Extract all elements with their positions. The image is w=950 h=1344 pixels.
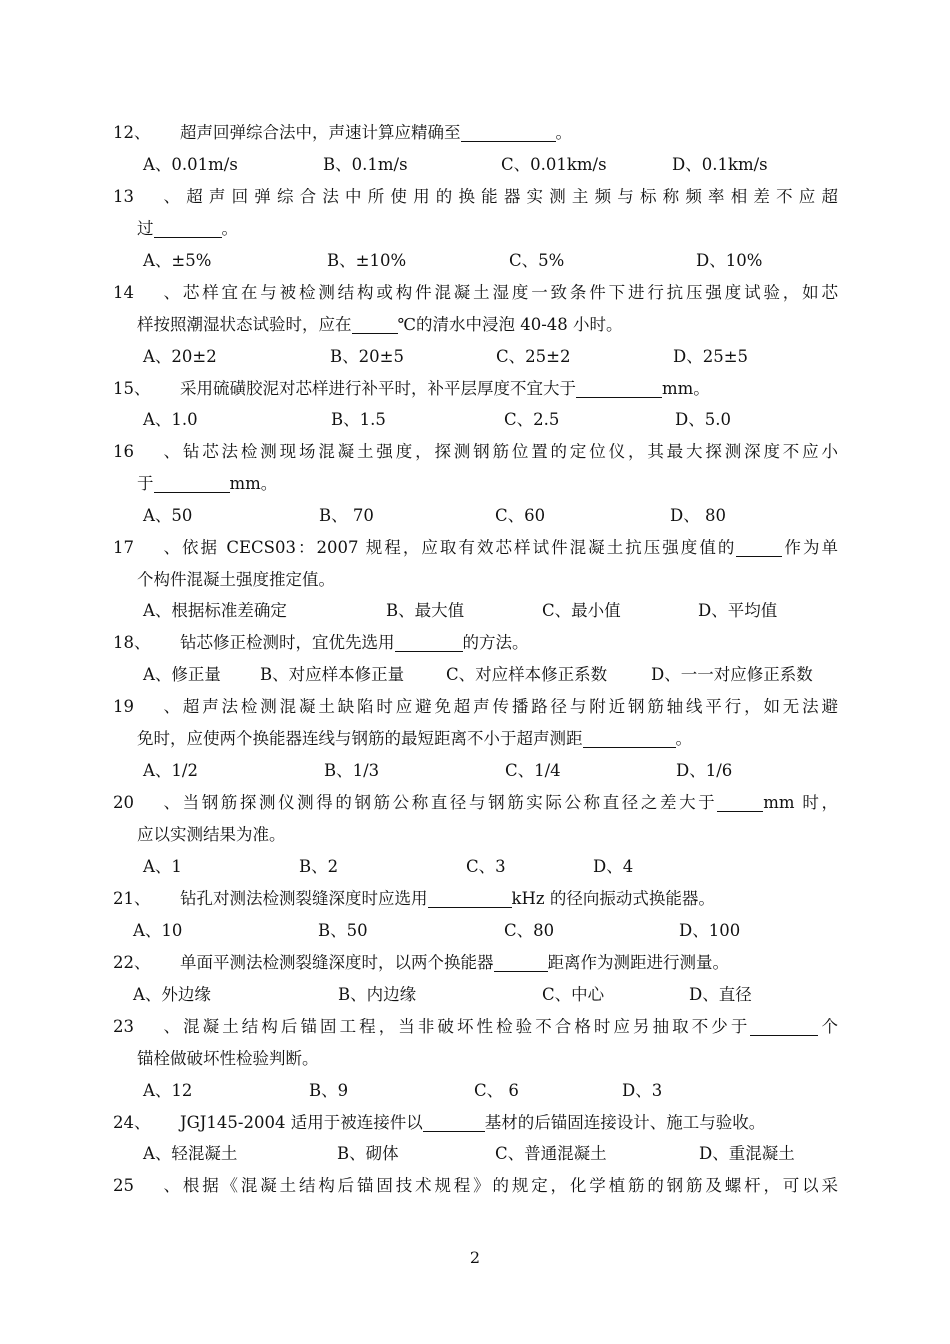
question-number: 23、	[113, 1017, 180, 1036]
question-stem: 钻芯修正检测时，宜优先选用	[180, 633, 395, 652]
question-stem: 超声回弹综合法中，声速计算应精确至	[180, 123, 461, 142]
question-stem-cont: 个构件混凝土强度推定值。	[137, 569, 335, 589]
question-14	[113, 277, 838, 340]
option-d[interactable]: D、3	[622, 1081, 663, 1100]
option-c[interactable]: C、普通混凝土	[495, 1144, 607, 1163]
option-c[interactable]: C、5%	[509, 251, 565, 270]
question-stem-tail: 。	[555, 123, 572, 142]
option-d[interactable]: D、4	[593, 857, 634, 876]
answer-blank[interactable]	[461, 121, 556, 142]
option-b[interactable]: B、20±5	[330, 347, 404, 366]
option-b[interactable]: B、±10%	[327, 251, 407, 270]
question-25	[113, 1170, 838, 1202]
question-16	[113, 436, 838, 499]
option-d[interactable]: D、1/6	[676, 761, 733, 780]
question-number: 18、	[113, 633, 151, 652]
option-b[interactable]: B、 70	[319, 506, 374, 525]
option-d[interactable]: D、平均值	[698, 601, 778, 620]
option-c[interactable]: C、1/4	[505, 761, 561, 780]
question-stem: 芯样宜在与被检测结构或构件混凝土湿度一致条件下进行抗压强度试验，如芯	[180, 283, 838, 302]
question-21	[113, 883, 838, 915]
question-stem: 混凝土结构后锚固工程，当非破坏性检验不合格时应另抽取不少于	[180, 1017, 751, 1036]
question-stem: 钻芯法检测现场混凝土强度，探测钢筋位置的定位仪，其最大探测深度不应小	[180, 442, 838, 461]
option-a[interactable]: A、1.0	[143, 410, 198, 429]
question-23	[113, 1011, 838, 1074]
option-b[interactable]: B、9	[309, 1081, 349, 1100]
option-c[interactable]: C、3	[466, 857, 506, 876]
question-stem-tail: mm。	[229, 473, 278, 493]
option-a[interactable]: A、1/2	[143, 761, 198, 780]
question-stem-cont: 样按照潮湿状态试验时，应在	[137, 314, 352, 334]
question-17	[113, 532, 838, 595]
question-stem-tail: kHz 的径向振动式换能器。	[511, 889, 715, 908]
question-number: 13、	[113, 187, 180, 206]
question-number: 24、	[113, 1113, 151, 1132]
question-stem-tail: mm。	[662, 379, 710, 398]
question-stem: 依据 CECS03：2007 规程，应取有效芯样试件混凝土抗压强度值的	[180, 538, 737, 557]
answer-blank[interactable]	[154, 217, 222, 238]
option-a[interactable]: A、0.01m/s	[143, 155, 238, 174]
option-c[interactable]: C、80	[504, 921, 555, 940]
option-b[interactable]: B、50	[318, 921, 368, 940]
option-b[interactable]: B、对应样本修正量	[260, 665, 405, 684]
question-stem: 超声法检测混凝土缺陷时应避免超声传播路径与附近钢筋轴线平行，如无法避	[180, 697, 838, 716]
option-c[interactable]: C、 6	[474, 1081, 519, 1100]
answer-blank[interactable]	[352, 313, 398, 334]
option-c[interactable]: C、中心	[542, 985, 605, 1004]
answer-blank[interactable]	[736, 536, 782, 557]
question-stem: 采用硫磺胶泥对芯样进行补平时，补平层厚度不宜大于	[180, 379, 576, 398]
question-stem-tail: mm 时，	[763, 793, 838, 812]
option-a[interactable]: A、20±2	[143, 347, 217, 366]
answer-blank[interactable]	[717, 791, 763, 812]
question-24	[113, 1107, 838, 1139]
question-number: 25、	[113, 1176, 180, 1195]
option-a[interactable]: A、轻混凝土	[143, 1144, 238, 1163]
answer-blank[interactable]	[395, 631, 463, 652]
option-b[interactable]: B、1/3	[324, 761, 380, 780]
option-d[interactable]: D、25±5	[673, 347, 749, 366]
question-stem: 根据《混凝土结构后锚固技术规程》的规定，化学植筋的钢筋及螺杆，可以采	[180, 1176, 838, 1195]
option-a[interactable]: A、外边缘	[133, 985, 211, 1004]
option-a[interactable]: A、50	[143, 506, 193, 525]
question-18	[113, 627, 838, 659]
question-stem-cont: 锚栓做破坏性检验判断。	[137, 1048, 319, 1068]
question-stem-cont: 过	[137, 218, 154, 238]
question-number: 22、	[113, 953, 151, 972]
option-b[interactable]: B、0.1m/s	[323, 155, 408, 174]
question-stem: 钻孔对测法检测裂缝深度时应选用	[180, 889, 428, 908]
question-15	[113, 373, 838, 405]
option-d[interactable]: D、10%	[696, 251, 763, 270]
question-13	[113, 181, 838, 244]
option-d[interactable]: D、重混凝土	[699, 1144, 795, 1163]
question-stem: 单面平测法检测裂缝深度时，以两个换能器	[180, 953, 494, 972]
question-stem-tail: 的方法。	[462, 633, 529, 652]
option-a[interactable]: A、12	[143, 1081, 193, 1100]
question-stem-tail: ℃的清水中浸泡 40-48 小时。	[397, 314, 623, 334]
answer-blank[interactable]	[576, 377, 662, 398]
question-number: 19、	[113, 697, 180, 716]
option-b[interactable]: B、砌体	[337, 1144, 399, 1163]
question-stem-tail: 。	[675, 728, 692, 748]
answer-blank[interactable]	[494, 951, 548, 972]
question-number: 16、	[113, 442, 180, 461]
option-c[interactable]: C、2.5	[504, 410, 560, 429]
question-12	[113, 117, 838, 149]
question-stem-cont: 免时，应使两个换能器连线与钢筋的最短距离不小于超声测距	[137, 728, 583, 748]
option-d[interactable]: D、0.1km/s	[672, 155, 768, 174]
option-a[interactable]: A、±5%	[143, 251, 212, 270]
answer-blank[interactable]	[750, 1015, 818, 1036]
question-20	[113, 787, 838, 850]
question-number: 15、	[113, 379, 151, 398]
option-b[interactable]: B、1.5	[331, 410, 386, 429]
question-number: 12、	[113, 123, 151, 142]
option-a[interactable]: A、1	[143, 857, 182, 876]
answer-blank[interactable]	[583, 727, 676, 748]
option-c[interactable]: C、最小值	[542, 601, 621, 620]
option-b[interactable]: B、最大值	[386, 601, 465, 620]
answer-blank[interactable]	[423, 1111, 485, 1132]
answer-blank[interactable]	[154, 472, 230, 493]
question-stem-tail: 距离作为测距进行测量。	[547, 953, 729, 972]
question-number: 21、	[113, 889, 151, 908]
option-c[interactable]: C、25±2	[496, 347, 571, 366]
question-stem-tail: 个	[818, 1017, 839, 1036]
question-stem: JGJ145-2004 适用于被连接件以	[180, 1113, 423, 1132]
question-stem-tail: 基材的后锚固连接设计、施工与验收。	[484, 1113, 766, 1132]
option-a[interactable]: A、10	[133, 921, 183, 940]
option-a[interactable]: A、根据标准差确定	[143, 601, 287, 620]
question-stem-cont: 应以实测结果为准。	[137, 824, 286, 844]
question-22	[113, 947, 838, 979]
question-number: 20、	[113, 793, 180, 812]
option-c[interactable]: C、60	[495, 506, 546, 525]
option-a[interactable]: A、修正量	[143, 665, 221, 684]
answer-blank[interactable]	[428, 887, 512, 908]
question-stem-tail: 。	[221, 218, 238, 238]
question-stem-cont: 于	[137, 473, 154, 493]
question-19	[113, 691, 838, 754]
option-d[interactable]: D、直径	[689, 985, 752, 1004]
option-c[interactable]: C、对应样本修正系数	[446, 665, 608, 684]
option-c[interactable]: C、0.01km/s	[501, 155, 607, 174]
question-stem-tail: 作为单	[782, 538, 838, 557]
question-number: 17、	[113, 538, 180, 557]
option-d[interactable]: D、5.0	[675, 410, 731, 429]
question-number: 14、	[113, 283, 180, 302]
option-d[interactable]: D、100	[679, 921, 741, 940]
option-d[interactable]: D、一一对应修正系数	[651, 665, 813, 684]
option-b[interactable]: B、2	[299, 857, 339, 876]
option-d[interactable]: D、 80	[670, 506, 726, 525]
question-stem: 当钢筋探测仪测得的钢筋公称直径与钢筋实际公称直径之差大于	[180, 793, 718, 812]
option-b[interactable]: B、内边缘	[338, 985, 417, 1004]
question-stem: 超声回弹综合法中所使用的换能器实测主频与标称频率相差不应超	[180, 187, 838, 206]
page-number: 2	[469, 1248, 481, 1267]
